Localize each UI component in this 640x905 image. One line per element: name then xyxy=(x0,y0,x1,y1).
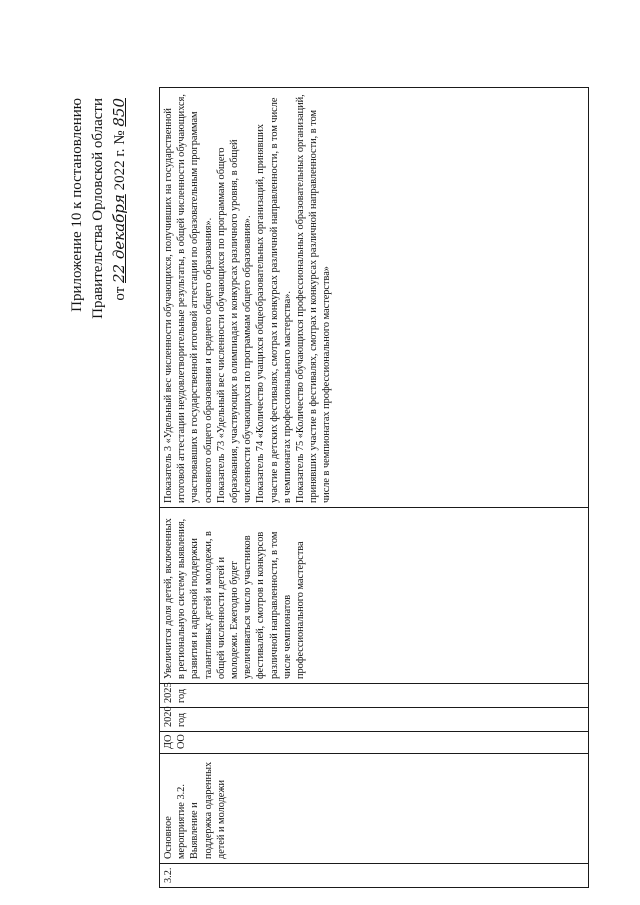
header-line-3 xyxy=(109,98,131,468)
indicator-3: Показатель 3 «Удельный вес численности обучающихся, получивших на государственной итоговой аттестации неудовлетворительные результаты, в общей численности обучающихся, участвовавших в государственной итоговой аттестации по образовательным программам основного общего образования и среднего общего образования». xyxy=(163,94,214,503)
program-table xyxy=(159,87,589,888)
table-row xyxy=(160,88,589,888)
handwritten-number: 850 xyxy=(110,98,128,127)
header-line-1: Приложение 10 к постановлению xyxy=(69,98,85,312)
header-prefix: от xyxy=(112,286,128,301)
header-line-2: Правительства Орловской области xyxy=(90,98,106,319)
indicator-74: Показатель 74 «Количество учащихся общеобразовательных организаций, принявших участие в детских фестивалях, смотрах и конкурсах различной направленности, в том числе в чемпионатах профессионального мастерства». xyxy=(255,97,293,503)
cell-expected-result: Увеличится доля детей, включенных в региональную систему выявления, развития и адресной поддержки талантливых детей и молодежи, в общей численности детей и молодежи. Ежегодно будет увеличиваться число участников фестивалей, смотров и конкурсов различной направленности, в том числе чемпионатов профессионального мастерства xyxy=(160,508,589,684)
cell-activity-name: Основное мероприятие 3.2. Выявление и поддержка одаренных детей и молодежи xyxy=(160,754,589,864)
cell-number: 3.2. xyxy=(160,864,589,888)
cell-year-end: 2025 год xyxy=(160,684,589,708)
cell-executor: ДО ОО xyxy=(160,732,589,754)
cell-year-start: 2020 год xyxy=(160,708,589,732)
cell-indicators xyxy=(160,88,589,508)
handwritten-date: 22 декабря xyxy=(110,194,128,283)
rotated-content xyxy=(67,88,597,888)
document-header xyxy=(67,98,159,468)
indicator-75: Показатель 75 «Количество обучающихся профессиональных образовательных организаций, принявших участие в фестивалях, смотрах и конкурсах различной направленности, в том числе в чемпионатах профессионального мастерства» xyxy=(295,94,333,503)
header-suffix: 2022 г. № xyxy=(112,130,128,191)
indicator-73: Показатель 73 «Удельный вес численности обучающихся по программам общего образования, участвующих в олимпиадах и конкурсах различного уровня, в общей численности обучающихся по программам общего образования». xyxy=(215,139,254,503)
